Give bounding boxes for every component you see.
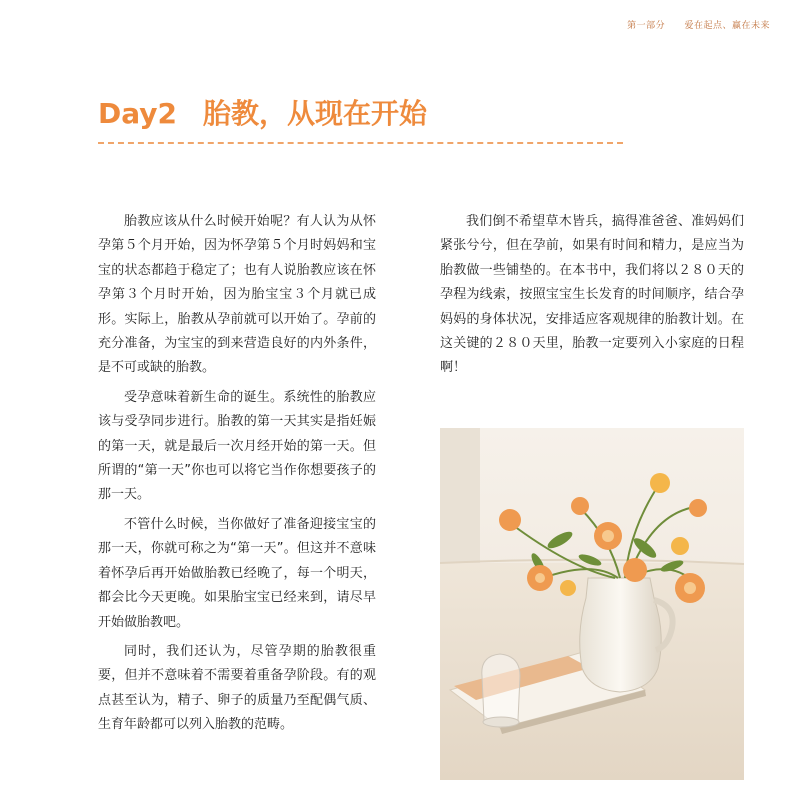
section-tagline: 爱在起点、赢在未来: [684, 21, 770, 31]
photo-illustration: [440, 428, 744, 780]
flower-vase-photo: [440, 428, 744, 780]
paragraph: 受孕意味着新生命的诞生。系统性的胎教应该与受孕同步进行。胎教的第一天其实是指妊娠的第一天，就是最后一次月经开始的第一天。但所谓的“第一天”你也可以将它当作你想要孩子的那一天。: [98, 389, 376, 503]
title-divider: [98, 142, 623, 144]
right-column: [440, 210, 744, 386]
paragraph: 不管什么时候，当你做好了准备迎接宝宝的那一天，你就可称之为“第一天”。但这并不意味着怀孕后再开始做胎教已经晚了，每一个明天，都会比今天更晚。如果胎宝宝已经来到，请尽早开始做胎教吧。: [98, 516, 376, 630]
running-head: [611, 18, 770, 31]
title-text: 胎教，从现在开始: [203, 97, 428, 130]
title-day: Day2: [98, 97, 178, 130]
left-column: [98, 210, 376, 743]
page-title: [98, 92, 427, 132]
paragraph: 胎教应该从什么时候开始呢？有人认为从怀孕第５个月开始，因为怀孕第５个月时妈妈和宝宝的状态都趋于稳定了；也有人说胎教应该在怀孕第３个月时开始，因为胎宝宝３个月就已成形。实际上，胎教从孕前就可以开始了。孕前的充分准备，为宝宝的到来营造良好的内外条件，是不可或缺的胎教。: [98, 214, 376, 376]
paragraph: 同时，我们还认为，尽管孕期的胎教很重要，但并不意味着不需要着重备孕阶段。有的观点甚至认为，精子、卵子的质量乃至配偶气质、生育年龄都可以列入胎教的范畴。: [98, 643, 376, 733]
paragraph: 我们倒不希望草木皆兵，搞得准爸爸、准妈妈们紧张兮兮，但在孕前，如果有时间和精力，是应当为胎教做一些铺垫的。在本书中，我们将以２８０天的孕程为线索，按照宝宝生长发育的时间顺序，结合孕妈妈的身体状况，安排适应客观规律的胎教计划。在这关键的２８０天里，胎教一定要列入小家庭的日程啊！: [440, 214, 744, 376]
section-label: 第一部分: [627, 21, 666, 31]
